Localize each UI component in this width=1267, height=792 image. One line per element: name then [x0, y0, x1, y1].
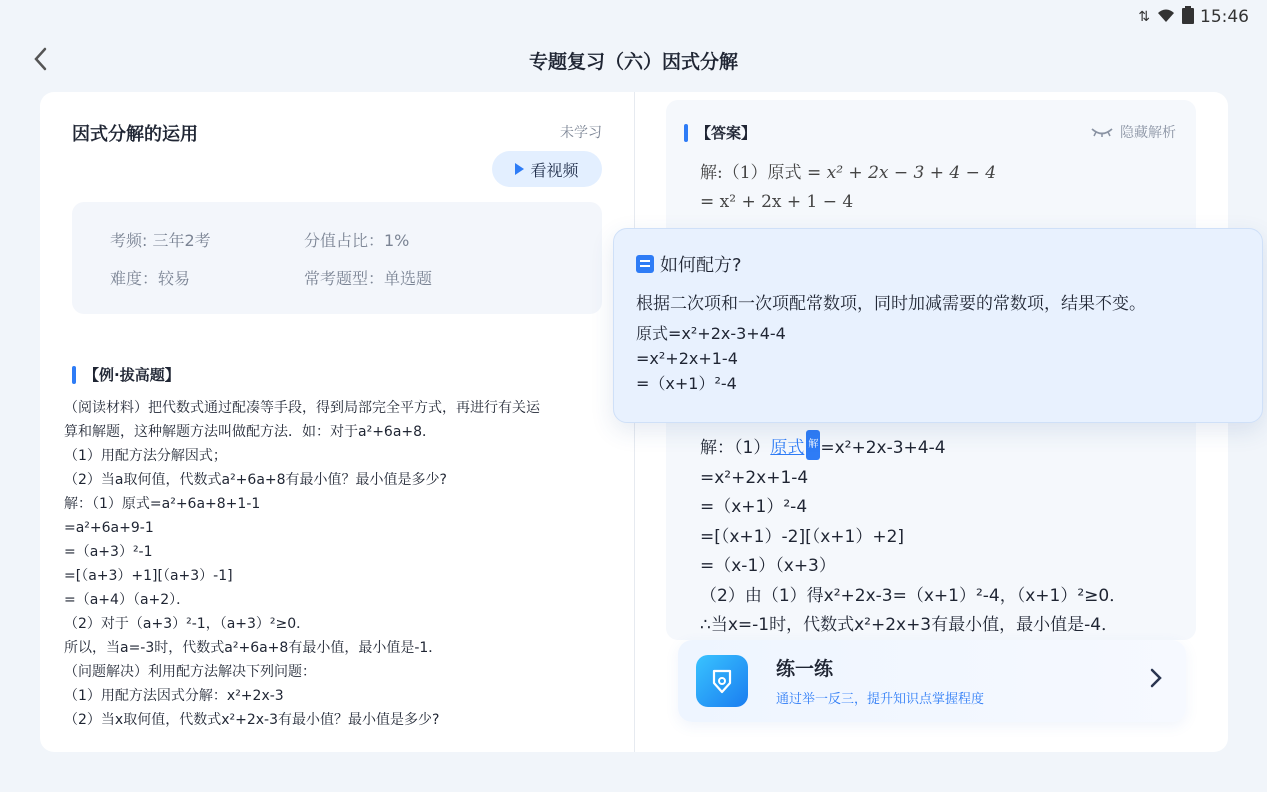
hide-analysis-label: 隐藏解析 — [1120, 125, 1176, 141]
stat-difficulty: 难度：较易 — [110, 269, 191, 288]
closed-eye-icon — [1090, 126, 1114, 138]
practice-subtitle: 通过举一反三，提升知识点掌握程度 — [776, 692, 985, 707]
example-line: （1）用配方法因式分解：x²+2x-3 — [64, 688, 284, 704]
example-line: 算和解题，这种解题方法叫做配方法．如：对于a²+6a+8． — [64, 424, 437, 440]
back-button[interactable] — [26, 44, 56, 74]
status-bar — [0, 0, 1267, 34]
wifi-icon — [1156, 7, 1176, 28]
play-icon — [515, 163, 524, 175]
answer-heading — [684, 122, 756, 143]
solution-line: =（x+1）²-4 — [700, 497, 808, 517]
popup-line: =（x+1）²-4 — [636, 374, 737, 393]
page-title: 专题复习（六）因式分解 — [528, 50, 738, 73]
pen-nib-icon — [696, 655, 748, 707]
stat-score-ratio: 分值占比：1% — [304, 231, 410, 250]
example-line: （阅读材料）把代数式通过配凑等手段，得到局部完全平方式，再进行有关运 — [64, 400, 540, 416]
stats-panel — [72, 202, 602, 314]
explain-badge-icon[interactable]: 解 — [806, 430, 820, 460]
solution-line: 解：（1）原式 解 =x²+2x-3+4-4 — [700, 430, 1126, 464]
notes-icon — [636, 255, 654, 273]
example-line: （2）对于（a+3）²-1，（a+3）²≥0． — [64, 616, 311, 632]
popup-line: 原式=x²+2x-3+4-4 — [636, 324, 786, 343]
chevron-right-icon — [1150, 668, 1162, 693]
example-body — [64, 396, 624, 732]
example-line: =[（a+3）+1][（a+3）-1] — [64, 568, 233, 584]
example-line: =（a+3）²-1 — [64, 544, 153, 560]
status-time: 15:46 — [1200, 7, 1249, 27]
math-line: 解:（1）原式 = x² + 2x − 3 + 4 − 4 — [700, 163, 997, 183]
watch-video-label: 看视频 — [530, 160, 579, 180]
study-status: 未学习 — [560, 125, 602, 141]
solution-line: ∴当x=-1时，代数式x²+2x+3有最小值，最小值是-4． — [700, 615, 1119, 635]
example-line: 解：（1）原式=a²+6a+8+1-1 — [64, 496, 261, 512]
popup-description: 根据二次项和一次项配常数项，同时加减需要的常数项，结果不变。 — [636, 294, 1146, 314]
popup-title-label: 如何配方? — [660, 255, 742, 276]
page-header — [0, 34, 1267, 86]
example-heading — [72, 364, 180, 385]
math-line: = x² + 2x + 1 − 4 — [700, 192, 854, 212]
stat-frequency: 考频: 三年2考 — [110, 231, 211, 250]
formula-term-link[interactable]: 原式 — [770, 438, 805, 458]
popup-formula — [636, 321, 786, 396]
example-line: （2）当x取何值，代数式x²+2x-3有最小值？最小值是多少? — [64, 712, 440, 728]
practice-card[interactable] — [678, 640, 1186, 722]
heading-accent-bar — [684, 124, 688, 142]
example-heading-label: 【例·拔高题】 — [84, 366, 180, 384]
popup-title — [636, 251, 742, 277]
practice-title: 练一练 — [776, 658, 834, 680]
watch-video-button[interactable] — [492, 151, 602, 187]
solution-line: （2）由（1）得x²+2x-3=（x+1）²-4，（x+1）²≥0． — [700, 585, 1127, 606]
solution-line: =（x-1）（x+3） — [700, 556, 836, 576]
data-arrows-icon: ⇅ — [1138, 9, 1150, 25]
battery-icon — [1182, 6, 1194, 29]
example-line: （2）当a取何值，代数式a²+6a+8有最小值？最小值是多少? — [64, 472, 447, 488]
solution-text — [700, 430, 1126, 641]
example-line: =（a+4）（a+2）． — [64, 592, 191, 608]
example-line: =a²+6a+9-1 — [64, 520, 154, 536]
solution-line: =[（x+1）-2][（x+1）+2] — [700, 526, 905, 547]
stat-question-type: 常考题型：单选题 — [304, 269, 433, 288]
answer-heading-label: 【答案】 — [696, 124, 757, 142]
chevron-left-icon — [33, 47, 49, 71]
hide-analysis-button[interactable] — [1090, 122, 1176, 142]
heading-accent-bar — [72, 366, 76, 384]
example-line: （问题解决）利用配方法解决下列问题： — [64, 664, 316, 680]
popup-line: =x²+2x+1-4 — [636, 349, 738, 368]
explanation-popup[interactable] — [613, 228, 1263, 423]
solution-line: =x²+2x+1-4 — [700, 467, 809, 488]
example-line: 所以，当a=-3时，代数式a²+6a+8有最小值，最小值是-1． — [64, 640, 443, 656]
example-line: （1）用配方法分解因式； — [64, 448, 227, 464]
topic-title: 因式分解的运用 — [72, 124, 198, 145]
